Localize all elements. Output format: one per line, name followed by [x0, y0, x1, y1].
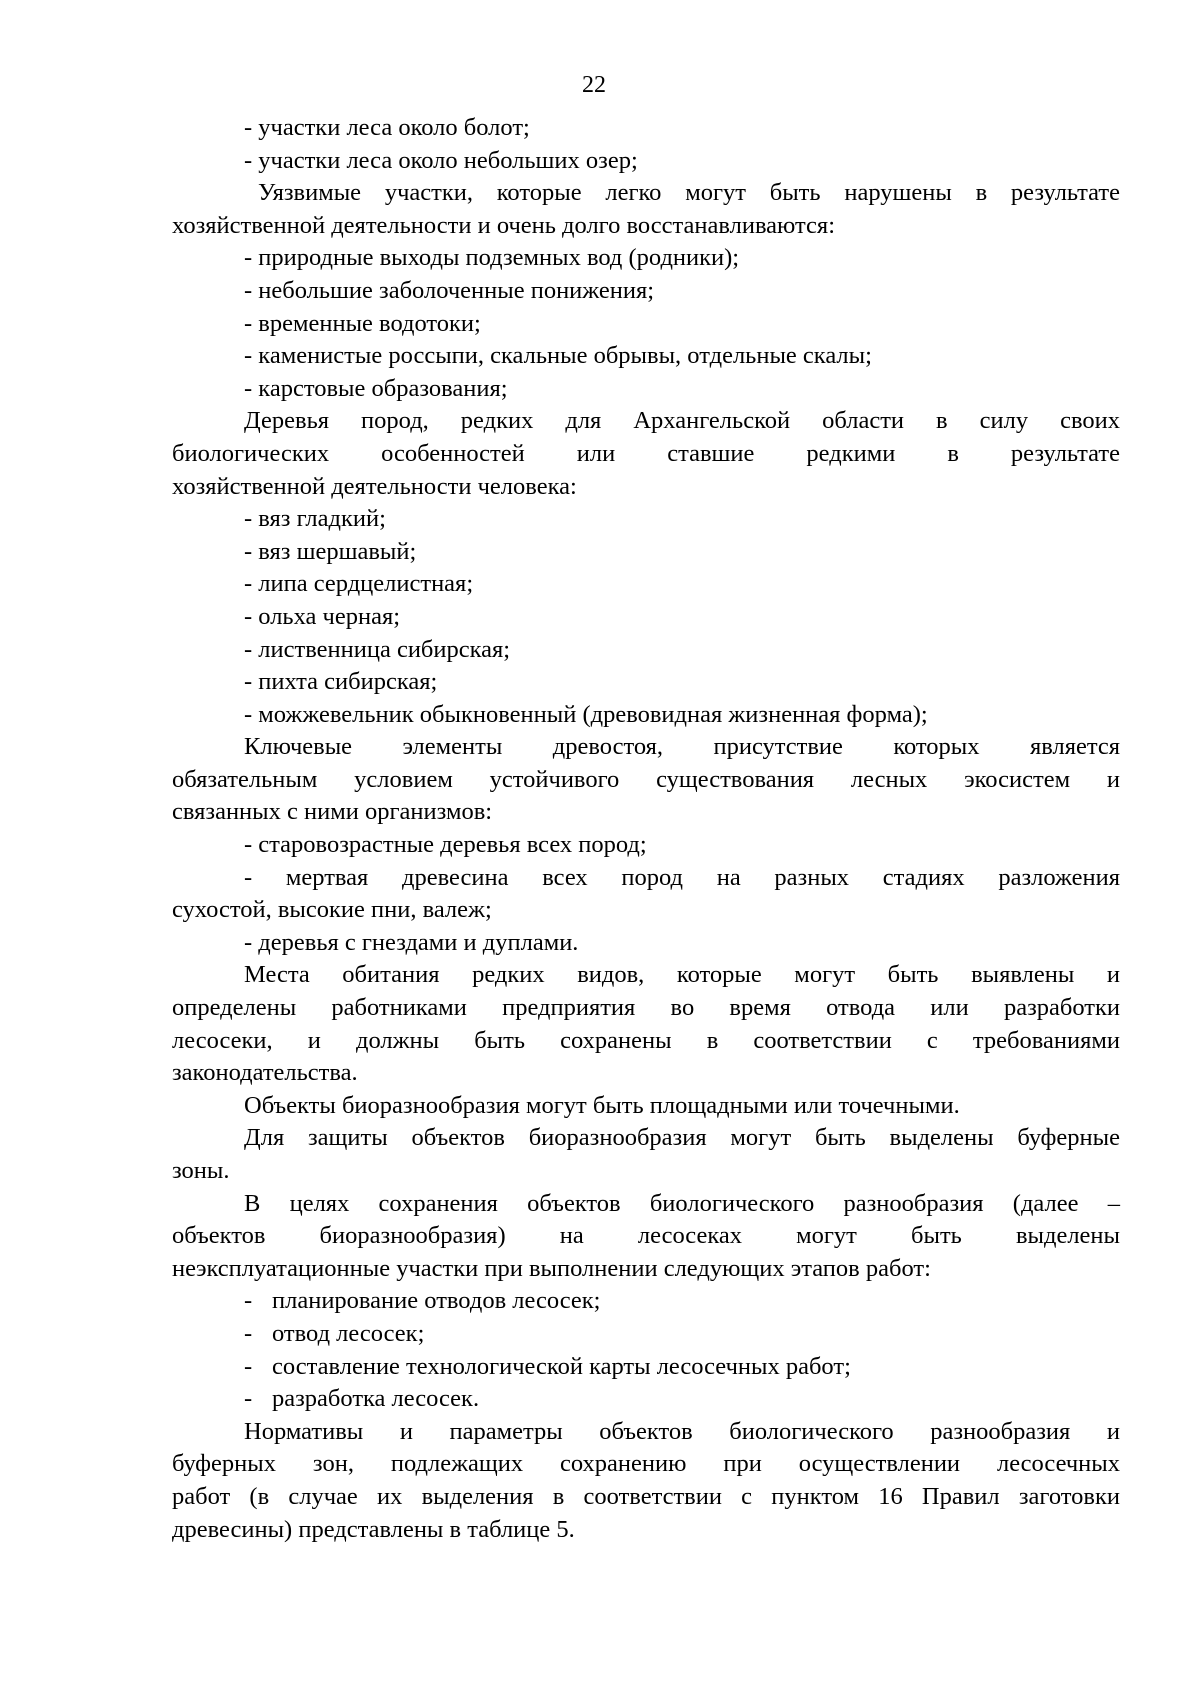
- paragraph-line: Нормативы и параметры объектов биологического разнообразия и: [244, 1417, 1120, 1445]
- paragraph-line: хозяйственной деятельности и очень долго восстанавливаются:: [172, 211, 835, 239]
- list-item: - деревья с гнездами и дуплами.: [244, 928, 579, 956]
- list-item: - временные водотоки;: [244, 309, 481, 337]
- paragraph-line: законодательства.: [172, 1059, 358, 1087]
- paragraph-line: обязательным условием устойчивого существования лесных экосистем и: [172, 765, 1120, 793]
- list-item: - ольха черная;: [244, 602, 401, 630]
- paragraph-line: работ (в случае их выделения в соответствии с пунктом 16 Правил заготовки: [172, 1482, 1120, 1510]
- list-item: - участки леса около небольших озер;: [244, 146, 638, 174]
- body-text: [172, 112, 1120, 1546]
- list-dash: -: [244, 1287, 253, 1315]
- paragraph-line: Уязвимые участки, которые легко могут быть нарушены в результате: [258, 179, 1120, 207]
- paragraph-line: Объекты биоразнообразия могут быть площадными или точечными.: [244, 1091, 960, 1119]
- paragraph-line: хозяйственной деятельности человека:: [172, 472, 577, 500]
- stage-list-item: [172, 1318, 1120, 1351]
- list-item: - мертвая древесина всех пород на разных стадиях разложения: [244, 863, 1120, 891]
- stage-text: планирование отводов лесосек;: [272, 1287, 601, 1315]
- list-item: - лиственница сибирская;: [244, 635, 511, 663]
- list-item: - участки леса около болот;: [244, 114, 530, 141]
- paragraph-line: объектов биоразнообразия) на лесосеках могут быть выделены: [172, 1222, 1120, 1250]
- paragraph-line: сухостой, высокие пни, валеж;: [172, 896, 492, 924]
- page-number: 22: [582, 72, 606, 98]
- paragraph-line: неэксплуатационные участки при выполнении следующих этапов работ:: [172, 1254, 931, 1282]
- paragraph-line: Для защиты объектов биоразнообразия могут быть выделены буферные: [244, 1124, 1120, 1152]
- paragraph-line: Деревья пород, редких для Архангельской области в силу своих: [244, 407, 1120, 435]
- list-dash: -: [244, 1352, 253, 1380]
- stage-list-item: [172, 1383, 1120, 1416]
- paragraph-line: связанных с ними организмов:: [172, 798, 493, 826]
- paragraph-line: Места обитания редких видов, которые могут быть выявлены и: [244, 961, 1120, 989]
- paragraph-line: древесины) представлены в таблице 5.: [172, 1515, 575, 1543]
- paragraph-line: зоны.: [172, 1157, 230, 1184]
- paragraph-line: буферных зон, подлежащих сохранению при осуществлении лесосечных: [172, 1450, 1120, 1478]
- stage-text: составление технологической карты лесосечных работ;: [272, 1352, 851, 1380]
- stage-list-item: [172, 1351, 1120, 1384]
- paragraph-line: Ключевые элементы древостоя, присутствие которых является: [244, 733, 1120, 761]
- paragraph-line: биологических особенностей или ставшие редкими в результате: [172, 439, 1120, 467]
- list-item: - липа сердцелистная;: [244, 570, 474, 598]
- paragraph-line: определены работниками предприятия во время отвода или разработки: [172, 994, 1120, 1022]
- list-item: - каменистые россыпи, скальные обрывы, отдельные скалы;: [244, 342, 872, 370]
- list-item: - старовозрастные деревья всех пород;: [244, 831, 647, 859]
- stage-text: отвод лесосек;: [272, 1319, 425, 1347]
- list-item: - можжевельник обыкновенный (древовидная жизненная форма);: [244, 700, 928, 728]
- list-dash: -: [244, 1319, 253, 1347]
- paragraph-line: В целях сохранения объектов биологического разнообразия (далее –: [244, 1189, 1120, 1217]
- list-item: - небольшие заболоченные понижения;: [244, 276, 655, 304]
- stage-list-item: [172, 1285, 1120, 1318]
- list-item: - природные выходы подземных вод (родники);: [244, 244, 740, 272]
- list-item: - вяз гладкий;: [244, 505, 386, 533]
- list-item: - пихта сибирская;: [244, 668, 438, 696]
- stage-text: разработка лесосек.: [272, 1385, 480, 1413]
- paragraph-line: лесосеки, и должны быть сохранены в соответствии с требованиями: [172, 1026, 1120, 1054]
- list-dash: -: [244, 1385, 253, 1413]
- list-item: - вяз шершавый;: [244, 537, 417, 565]
- list-item: - карстовые образования;: [244, 374, 508, 402]
